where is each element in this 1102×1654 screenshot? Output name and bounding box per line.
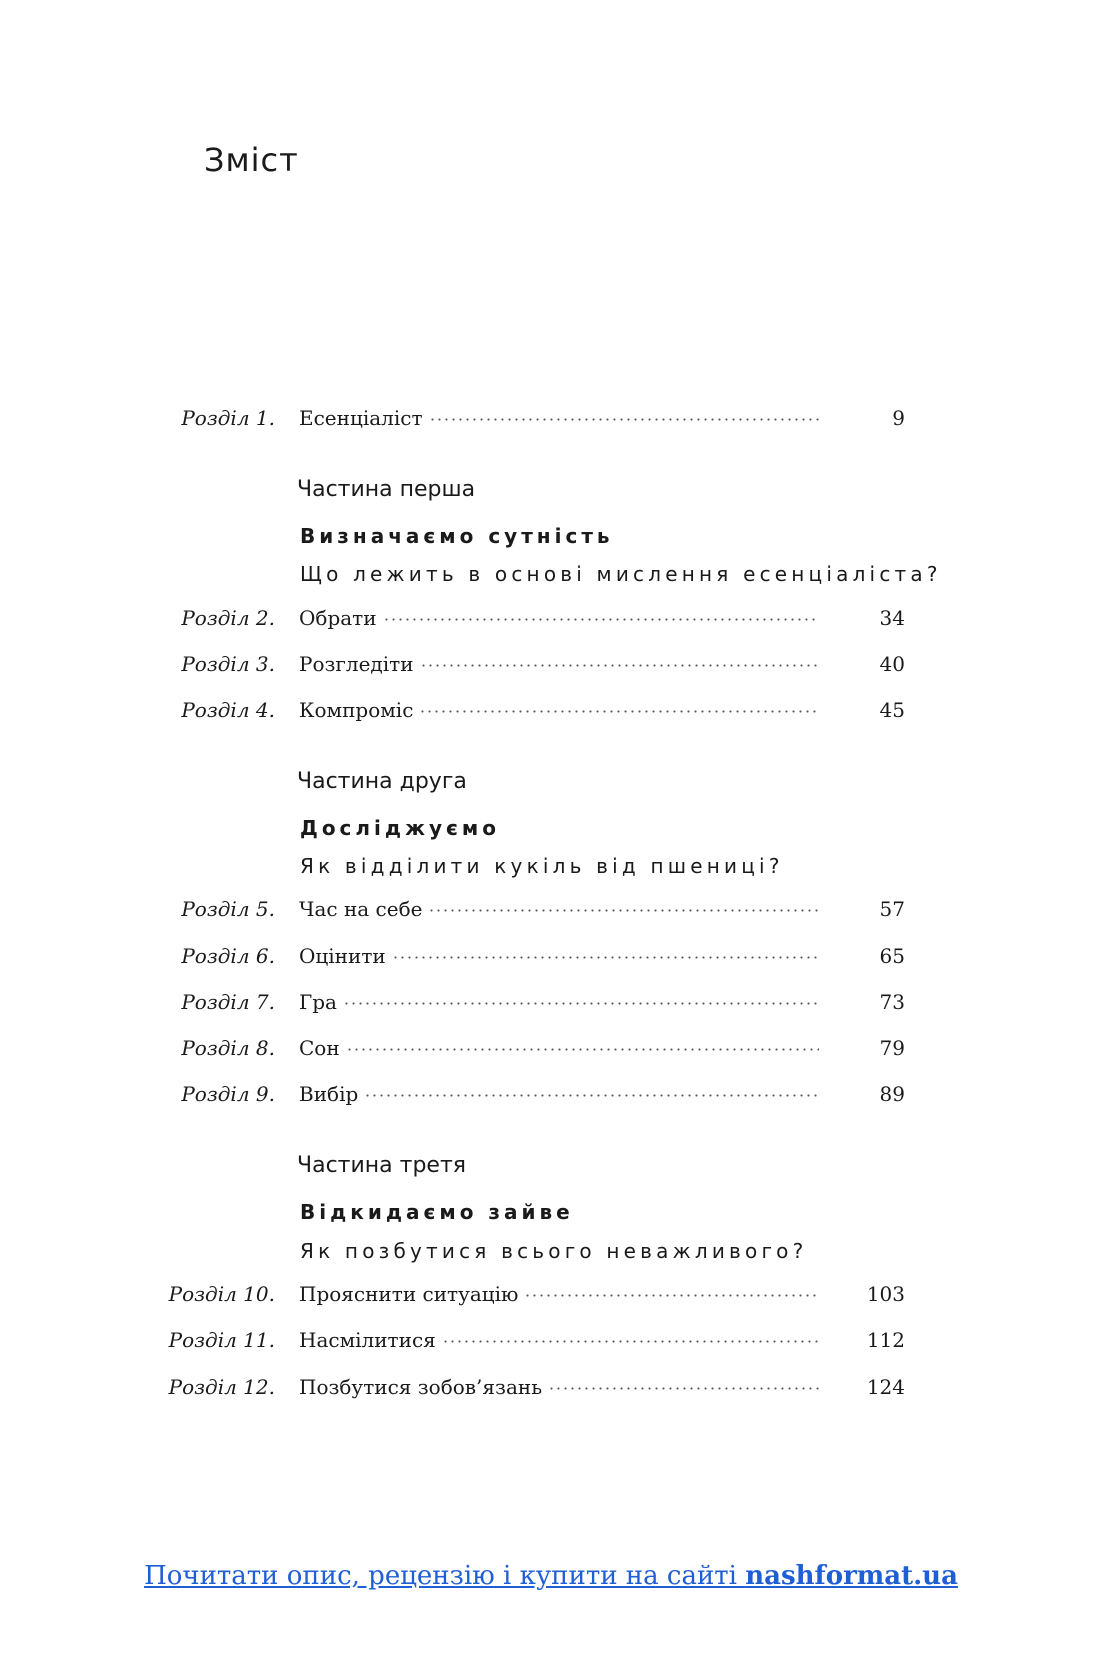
- toc-entry[interactable]: [0, 936, 1102, 976]
- toc-entry[interactable]: [0, 690, 1102, 730]
- page-number: 79: [879, 1036, 905, 1060]
- chapter-label: Розділ 7.: [181, 990, 275, 1014]
- chapter-label: Розділ 9.: [181, 1082, 275, 1106]
- toc-entry[interactable]: [0, 644, 1102, 684]
- dot-leader: [548, 1387, 819, 1390]
- page-number: 45: [879, 698, 905, 722]
- dot-leader: [420, 664, 819, 667]
- promo-text: Почитати опис, рецензію і купити на сайті: [144, 1561, 746, 1591]
- part-question: Як позбутися всього неважливого?: [300, 1239, 808, 1263]
- page-number: 89: [879, 1082, 905, 1106]
- toc-entry[interactable]: [0, 1367, 1102, 1407]
- chapter-title: Гра: [299, 982, 819, 1022]
- dot-leader: [428, 909, 819, 912]
- chapter-title: Обрати: [299, 598, 819, 638]
- chapter-label: Розділ 11.: [168, 1328, 275, 1352]
- dot-leader: [364, 1094, 819, 1097]
- part-question: Що лежить в основі мислення есенціаліста?: [300, 562, 942, 586]
- dot-leader: [524, 1294, 819, 1297]
- dot-leader: [343, 1002, 819, 1005]
- page-title: Зміст: [204, 141, 299, 179]
- dot-leader: [442, 1340, 819, 1343]
- toc-entry[interactable]: [0, 598, 1102, 638]
- page-number: 40: [879, 652, 905, 676]
- promo-site: nashformat.ua: [745, 1561, 958, 1591]
- part-label: Частина друга: [297, 769, 467, 794]
- page-number: 73: [879, 990, 905, 1014]
- chapter-title: Есенціаліст: [299, 398, 819, 438]
- part-title: Визначаємо сутність: [300, 524, 614, 548]
- page-number: 103: [866, 1282, 905, 1306]
- chapter-label: Розділ 10.: [168, 1282, 275, 1306]
- toc-entry[interactable]: [0, 1320, 1102, 1360]
- chapter-title: Вибір: [299, 1074, 819, 1114]
- chapter-title: Оцінити: [299, 936, 819, 976]
- chapter-label: Розділ 1.: [181, 406, 275, 430]
- toc-entry[interactable]: [0, 398, 1102, 438]
- page-number: 34: [879, 606, 905, 630]
- chapter-title: Прояснити ситуацію: [299, 1274, 819, 1314]
- chapter-label: Розділ 12.: [168, 1375, 275, 1399]
- chapter-title: Сон: [299, 1028, 819, 1068]
- toc-entry[interactable]: [0, 1074, 1102, 1114]
- part-title: Досліджуємо: [300, 816, 500, 840]
- chapter-title: Компроміс: [299, 690, 819, 730]
- dot-leader: [383, 618, 819, 621]
- toc-entry[interactable]: [0, 1274, 1102, 1314]
- chapter-label: Розділ 6.: [181, 944, 275, 968]
- part-label: Частина третя: [297, 1153, 466, 1178]
- chapter-label: Розділ 4.: [181, 698, 275, 722]
- part-label: Частина перша: [297, 477, 476, 502]
- page-number: 57: [879, 897, 905, 921]
- chapter-title: Насмілитися: [299, 1320, 819, 1360]
- chapter-title: Час на себе: [299, 889, 819, 929]
- toc-entry[interactable]: [0, 1028, 1102, 1068]
- chapter-label: Розділ 8.: [181, 1036, 275, 1060]
- toc-entry[interactable]: [0, 889, 1102, 929]
- part-question: Як відділити кукіль від пшениці?: [300, 854, 784, 878]
- dot-leader: [429, 418, 819, 421]
- dot-leader: [392, 956, 819, 959]
- dot-leader: [419, 710, 819, 713]
- chapter-label: Розділ 3.: [181, 652, 275, 676]
- toc-entry[interactable]: [0, 982, 1102, 1022]
- chapter-label: Розділ 5.: [181, 897, 275, 921]
- part-title: Відкидаємо зайве: [300, 1200, 574, 1224]
- dot-leader: [346, 1048, 819, 1051]
- chapter-label: Розділ 2.: [181, 606, 275, 630]
- page-number: 124: [866, 1375, 905, 1399]
- page-number: 112: [866, 1328, 905, 1352]
- promo-link[interactable]: [0, 1558, 1102, 1594]
- chapter-title: Розгледіти: [299, 644, 819, 684]
- chapter-title: Позбутися зобов’язань: [299, 1367, 819, 1407]
- page-number: 9: [892, 406, 905, 430]
- page-number: 65: [879, 944, 905, 968]
